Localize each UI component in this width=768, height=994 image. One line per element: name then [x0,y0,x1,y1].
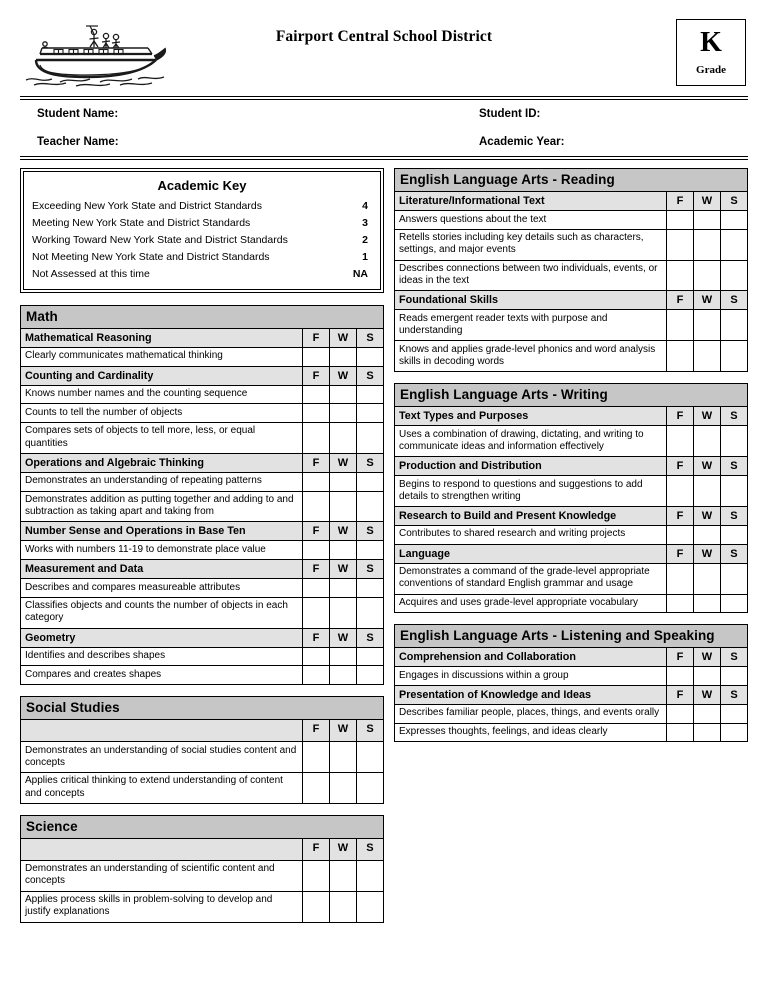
indicator-text: Counts to tell the number of objects [21,404,303,423]
standards-table [394,168,748,372]
score-cell-winter[interactable] [329,347,356,366]
academic-year-label: Academic Year: [479,136,565,148]
academic-key-title: Academic Key [157,178,247,193]
indicator-row [395,667,748,686]
academic-key-label: Not Meeting New York State and District Standards [32,250,270,263]
marking-period-header-s: S [356,628,383,647]
score-cell-winter[interactable] [329,579,356,598]
marking-period-header-w: W [329,453,356,472]
indicator-text: Applies critical thinking to extend understanding of content and concepts [21,772,303,803]
standards-table [394,383,748,613]
strand-header-row [395,192,748,211]
indicator-row [395,426,748,457]
score-cell-winter[interactable] [694,229,721,260]
score-cell-winter[interactable] [329,647,356,666]
standards-section [394,383,748,613]
marking-period-header-f: F [302,366,329,385]
score-cell-fall[interactable] [302,404,329,423]
teacher-name-label: Teacher Name: [37,136,119,148]
section-title: English Language Arts - Writing [395,384,748,407]
academic-key-row [32,215,372,232]
academic-key-label: Exceeding New York State and District Standards [32,200,262,213]
score-cell-spring[interactable] [721,229,748,260]
indicator-text: Demonstrates a command of the grade-level appropriate conventions of standard English grammar and usage [395,563,667,594]
marking-period-header-s: S [720,685,747,704]
marking-period-header-w: W [693,457,720,476]
marking-period-header-f: F [666,407,693,426]
score-cell-fall[interactable] [302,597,329,628]
indicator-row [21,404,384,423]
section-title: Science [21,815,384,838]
score-cell-fall[interactable] [667,310,694,341]
indicator-text: Expresses thoughts, feelings, and ideas clearly [395,723,667,742]
section-title-row [21,697,384,720]
indicator-text: Describes familiar people, places, things, and events orally [395,704,667,723]
marking-period-header-s: S [357,720,384,742]
marking-period-header-w: W [329,522,356,541]
marking-period-header-s: S [356,560,383,579]
academic-key-row [32,248,372,265]
score-cell-fall[interactable] [666,704,693,723]
page-title: Fairport Central School District [275,28,493,45]
marking-period-header-f: F [302,328,329,347]
indicator-text: Demonstrates an understanding of repeating patterns [21,472,303,491]
marking-period-header-s: S [720,648,747,667]
marking-period-header-s: S [720,457,747,476]
strand-header-row [395,648,748,667]
score-cell-fall[interactable] [666,563,693,594]
strand-header-row [21,366,384,385]
marking-period-header-f: F [666,685,693,704]
score-cell-winter[interactable] [329,597,356,628]
score-cell-fall[interactable] [302,422,329,453]
indicator-row [395,563,748,594]
marking-period-header-f: F [302,453,329,472]
score-cell-spring[interactable] [720,563,747,594]
score-cell-spring[interactable] [356,647,383,666]
score-cell-winter[interactable] [329,385,356,404]
marking-period-header-w: W [330,720,357,742]
indicator-text: Works with numbers 11-19 to demonstrate place value [21,541,303,560]
indicator-row [395,260,748,291]
score-cell-fall[interactable] [666,426,693,457]
indicator-row [21,541,384,560]
marking-period-header-s: S [356,522,383,541]
strand-name: Presentation of Knowledge and Ideas [395,685,667,704]
left-column [20,168,384,934]
academic-key-value: 4 [362,200,368,213]
strand-header-row [21,453,384,472]
indicator-row [21,647,384,666]
score-cell-fall[interactable] [302,579,329,598]
score-cell-spring[interactable] [721,260,748,291]
indicator-row [395,525,748,544]
marking-period-header-s: S [720,407,747,426]
marking-period-header-f: F [303,720,330,742]
marking-period-header-w: W [693,506,720,525]
standards-table [20,815,384,923]
score-cell-fall[interactable] [667,260,694,291]
marking-period-header-s: S [721,291,748,310]
indicator-text: Compares and creates shapes [21,666,303,685]
marking-period-header-f: F [666,457,693,476]
marking-period-header-s: S [356,366,383,385]
student-name-label: Student Name: [37,108,119,120]
marking-period-header-w: W [329,628,356,647]
score-cell-winter[interactable] [694,341,721,372]
score-cell-fall[interactable] [302,891,329,922]
marking-period-header-w: W [693,685,720,704]
marking-period-header-f: F [302,628,329,647]
indicator-row [395,229,748,260]
score-cell-fall[interactable] [302,860,329,891]
score-cell-fall[interactable] [666,723,693,742]
score-cell-winter[interactable] [693,563,720,594]
score-cell-spring[interactable] [356,541,383,560]
section-title: English Language Arts - Reading [395,169,748,192]
page-header [0,0,768,96]
indicator-text: Identifies and describes shapes [21,647,303,666]
strand-name: Production and Distribution [395,457,667,476]
score-cell-winter[interactable] [694,211,721,230]
score-cell-spring[interactable] [720,594,747,613]
strand-name-blank [21,720,303,742]
grade-letter: K [700,27,722,58]
indicator-row [21,891,384,922]
marking-period-header-f: F [667,291,694,310]
score-cell-fall[interactable] [303,772,330,803]
strand-name: Text Types and Purposes [395,407,667,426]
standards-section [20,815,384,923]
standards-table [20,305,384,685]
strand-name: Measurement and Data [21,560,303,579]
score-cell-fall[interactable] [666,476,693,507]
score-cell-fall[interactable] [666,594,693,613]
indicator-row [21,742,384,773]
strand-name: Number Sense and Operations in Base Ten [21,522,303,541]
strand-name: Comprehension and Collaboration [395,648,667,667]
section-title: Social Studies [21,697,384,720]
score-cell-spring[interactable] [721,310,748,341]
academic-key-value: 1 [362,250,368,263]
score-cell-winter[interactable] [329,404,356,423]
score-cell-spring[interactable] [721,341,748,372]
standards-section [394,168,748,372]
section-title: Math [21,305,384,328]
score-cell-spring[interactable] [356,891,383,922]
score-cell-fall[interactable] [667,211,694,230]
strand-name: Counting and Cardinality [21,366,303,385]
strand-header-row [395,506,748,525]
score-cell-spring[interactable] [356,472,383,491]
marking-period-header-s: S [721,192,748,211]
indicator-text: Describes and compares measureable attributes [21,579,303,598]
marking-period-header-f: F [666,544,693,563]
marking-period-header-s: S [356,838,383,860]
score-cell-winter[interactable] [329,472,356,491]
indicator-row [395,211,748,230]
score-cell-fall[interactable] [302,666,329,685]
marking-period-header-w: W [329,328,356,347]
student-info-row-2 [20,128,748,156]
strand-header-row [395,457,748,476]
score-cell-spring[interactable] [357,772,384,803]
indicator-text: Classifies objects and counts the number of objects in each category [21,597,303,628]
strand-header-row [395,407,748,426]
indicator-row [21,597,384,628]
indicator-row [21,666,384,685]
score-cell-winter[interactable] [693,704,720,723]
academic-key-row [32,265,372,282]
strand-header-row [21,560,384,579]
score-cell-spring[interactable] [356,860,383,891]
strand-header-row [21,522,384,541]
score-cell-winter[interactable] [329,491,356,522]
indicator-text: Demonstrates an understanding of social studies content and concepts [21,742,303,773]
marking-period-header-f: F [302,560,329,579]
marking-period-header-s: S [356,328,383,347]
strand-header-row [21,838,384,860]
indicator-row [21,472,384,491]
strand-header-row [395,291,748,310]
score-cell-spring[interactable] [356,347,383,366]
indicator-row [395,310,748,341]
indicator-text: Compares sets of objects to tell more, less, or equal quantities [21,422,303,453]
score-cell-fall[interactable] [303,742,330,773]
academic-key-box [20,168,384,293]
header-divider-bottom [20,156,748,160]
score-cell-spring[interactable] [720,704,747,723]
section-title-row [21,815,384,838]
strand-header-row [21,628,384,647]
indicator-text: Clearly communicates mathematical thinking [21,347,303,366]
strand-header-row [395,685,748,704]
student-info-row-1 [20,100,748,128]
score-cell-spring[interactable] [720,667,747,686]
score-cell-spring[interactable] [356,666,383,685]
indicator-text: Knows and applies grade-level phonics and word analysis skills in decoding words [395,341,667,372]
score-cell-fall[interactable] [302,491,329,522]
marking-period-header-f: F [666,506,693,525]
strand-header-row [21,328,384,347]
score-cell-winter[interactable] [329,666,356,685]
indicator-text: Applies process skills in problem-solving to develop and justify explanations [21,891,303,922]
standards-table [394,624,748,742]
indicator-row [21,422,384,453]
strand-header-row [21,720,384,742]
score-cell-spring[interactable] [356,579,383,598]
indicator-row [395,594,748,613]
academic-key-rows [32,198,372,282]
score-cell-fall[interactable] [302,647,329,666]
score-cell-fall[interactable] [302,385,329,404]
marking-period-header-f: F [302,838,329,860]
standards-table [20,696,384,804]
score-cell-spring[interactable] [356,597,383,628]
score-cell-fall[interactable] [667,229,694,260]
score-cell-winter[interactable] [330,742,357,773]
score-cell-spring[interactable] [356,491,383,522]
standards-section [20,305,384,685]
student-info-block [20,100,748,156]
score-cell-fall[interactable] [666,667,693,686]
indicator-text: Answers questions about the text [395,211,667,230]
indicator-text: Retells stories including key details such as characters, settings, and major events [395,229,667,260]
score-cell-fall[interactable] [667,341,694,372]
score-cell-spring[interactable] [720,476,747,507]
score-cell-spring[interactable] [357,742,384,773]
indicator-row [21,772,384,803]
marking-period-header-w: W [694,192,721,211]
score-cell-spring[interactable] [356,422,383,453]
score-cell-spring[interactable] [720,426,747,457]
academic-key-row [32,198,372,215]
score-cell-winter[interactable] [694,310,721,341]
strand-name-blank [21,838,303,860]
marking-period-header-w: W [693,544,720,563]
score-cell-winter[interactable] [329,541,356,560]
indicator-text: Uses a combination of drawing, dictating, and writing to communicate ideas and information effectively [395,426,667,457]
indicator-text: Reads emergent reader texts with purpose and understanding [395,310,667,341]
grade-label: Grade [696,64,726,76]
marking-period-header-s: S [720,544,747,563]
score-cell-fall[interactable] [302,472,329,491]
academic-key-row [32,232,372,249]
marking-period-header-w: W [329,560,356,579]
score-cell-winter[interactable] [693,723,720,742]
academic-key-table [32,198,372,282]
score-cell-spring[interactable] [356,404,383,423]
score-cell-winter[interactable] [330,772,357,803]
score-cell-winter[interactable] [329,860,356,891]
section-title-row [395,384,748,407]
indicator-row [21,860,384,891]
section-title: English Language Arts - Listening and Speaking [395,625,748,648]
indicator-text: Knows number names and the counting sequence [21,385,303,404]
indicator-text: Begins to respond to questions and suggestions to add details to strengthen writing [395,476,667,507]
standards-section [20,696,384,804]
indicator-text: Describes connections between two individuals, events, or ideas in the text [395,260,667,291]
score-cell-winter[interactable] [693,476,720,507]
marking-period-header-w: W [693,648,720,667]
score-cell-winter[interactable] [693,426,720,457]
indicator-row [395,704,748,723]
student-id-label: Student ID: [479,108,541,120]
score-cell-spring[interactable] [721,211,748,230]
indicator-text: Acquires and uses grade-level appropriate vocabulary [395,594,667,613]
grade-badge [676,19,746,86]
standards-section [394,624,748,742]
indicator-text: Demonstrates addition as putting together and adding to and subtraction as taking apart and taking from [21,491,303,522]
academic-key-label: Meeting New York State and District Standards [32,217,251,230]
score-cell-winter[interactable] [329,422,356,453]
strand-name: Research to Build and Present Knowledge [395,506,667,525]
strand-name: Foundational Skills [395,291,667,310]
indicator-text: Engages in discussions within a group [395,667,667,686]
marking-period-header-w: W [329,366,356,385]
strand-header-row [395,544,748,563]
indicator-row [21,491,384,522]
marking-period-header-w: W [329,838,356,860]
strand-name: Operations and Algebraic Thinking [21,453,303,472]
score-cell-fall[interactable] [302,541,329,560]
academic-key-label: Working Toward New York State and District Standards [32,233,288,246]
score-cell-spring[interactable] [720,723,747,742]
score-cell-spring[interactable] [720,525,747,544]
score-cell-fall[interactable] [302,347,329,366]
section-title-row [21,305,384,328]
indicator-row [395,341,748,372]
indicator-text: Demonstrates an understanding of scientific content and concepts [21,860,303,891]
indicator-row [21,347,384,366]
marking-period-header-s: S [720,506,747,525]
strand-name: Mathematical Reasoning [21,328,303,347]
report-body [0,168,768,934]
score-cell-fall[interactable] [666,525,693,544]
marking-period-header-f: F [302,522,329,541]
section-title-row [395,169,748,192]
strand-name: Literature/Informational Text [395,192,667,211]
score-cell-winter[interactable] [694,260,721,291]
score-cell-winter[interactable] [693,525,720,544]
indicator-text: Contributes to shared research and writing projects [395,525,667,544]
academic-key-value: 3 [362,217,368,230]
score-cell-winter[interactable] [693,594,720,613]
indicator-row [21,579,384,598]
right-column [394,168,748,753]
score-cell-spring[interactable] [356,385,383,404]
section-title-row [395,625,748,648]
marking-period-header-f: F [666,648,693,667]
marking-period-header-s: S [356,453,383,472]
marking-period-header-w: W [693,407,720,426]
strand-name: Language [395,544,667,563]
academic-key-value: 2 [362,233,368,246]
marking-period-header-f: F [667,192,694,211]
academic-key-label: Not Assessed at this time [32,267,150,280]
indicator-row [395,476,748,507]
indicator-row [395,723,748,742]
score-cell-winter[interactable] [329,891,356,922]
academic-key-value: NA [352,267,368,280]
indicator-row [21,385,384,404]
score-cell-winter[interactable] [693,667,720,686]
marking-period-header-w: W [694,291,721,310]
strand-name: Geometry [21,628,303,647]
